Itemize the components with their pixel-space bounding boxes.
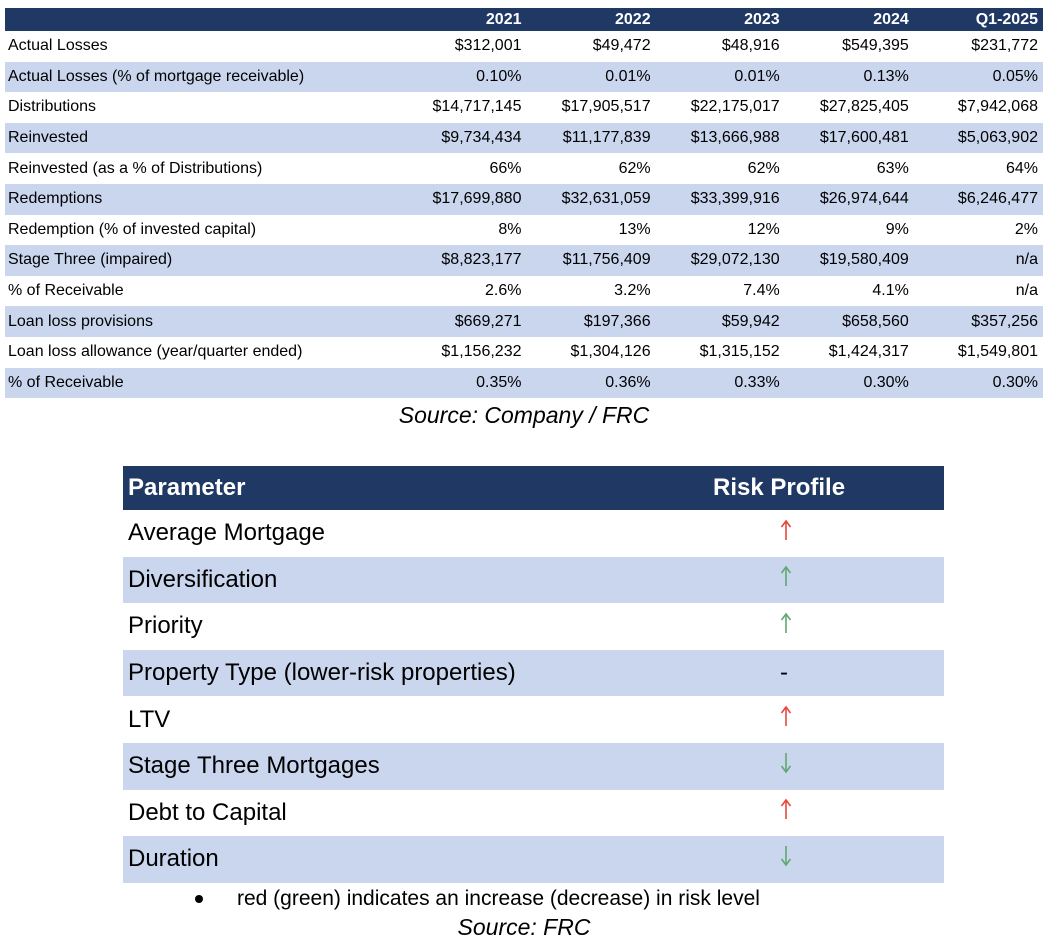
cell-value: $1,156,232 (441, 343, 522, 361)
risk-table (123, 466, 944, 883)
cell-value: 0.13% (785, 62, 914, 93)
cell-value: $8,823,177 (397, 245, 526, 276)
parameter-label: LTV (128, 705, 171, 733)
table-row (5, 153, 1043, 184)
header-2023: 2023 (656, 8, 785, 31)
cell-value: $48,916 (721, 37, 780, 55)
header-blank (5, 8, 397, 31)
cell-value: 0.36% (526, 368, 655, 399)
arrow-down-green-icon (780, 844, 792, 868)
cell-value: 4.1% (872, 282, 909, 300)
cell-value: $19,580,409 (785, 245, 914, 276)
cell-value: 63% (876, 159, 909, 177)
risk-indicator-cell (623, 696, 944, 743)
risk-indicator-cell (623, 510, 944, 557)
cell-value: $32,631,059 (526, 184, 655, 215)
bullet-icon (195, 895, 203, 903)
cell-value: $26,974,644 (785, 184, 914, 215)
risk-row (123, 603, 944, 650)
table-row (5, 31, 1043, 62)
header-q1-2025: Q1-2025 (914, 8, 1043, 31)
risk-indicator-cell (623, 743, 944, 790)
cell-value: $357,256 (914, 306, 1043, 337)
cell-value: 12% (747, 220, 780, 238)
cell-value: $658,560 (785, 306, 914, 337)
header-2021: 2021 (397, 8, 526, 31)
cell-value: $197,366 (526, 306, 655, 337)
row-label: % of Receivable (8, 282, 124, 300)
row-label: Loan loss provisions (5, 306, 397, 337)
table-row (5, 306, 1043, 337)
row-label: Actual Losses (% of mortgage receivable) (5, 62, 397, 93)
row-label: Distributions (8, 98, 97, 116)
cell-value: $1,549,801 (957, 343, 1038, 361)
cell-value: 8% (498, 220, 522, 238)
header-2024: 2024 (785, 8, 914, 31)
cell-value: 62% (618, 159, 651, 177)
cell-value: 0.33% (656, 368, 785, 399)
cell-value: $6,246,477 (914, 184, 1043, 215)
row-label: Loan loss allowance (year/quarter ended) (8, 343, 303, 361)
arrow-up-red-icon (780, 797, 792, 821)
dash-indicator: - (780, 659, 788, 687)
risk-legend-note (195, 887, 760, 911)
cell-value: n/a (1015, 282, 1038, 300)
risk-row (123, 790, 944, 837)
cell-value: 0.35% (397, 368, 526, 399)
cell-value: 66% (489, 159, 522, 177)
cell-value: 9% (885, 220, 909, 238)
cell-value: 7.4% (743, 282, 780, 300)
header-2022: 2022 (526, 8, 655, 31)
risk-indicator-cell (623, 836, 944, 883)
risk-indicator-cell (623, 557, 944, 604)
cell-value: $59,942 (656, 306, 785, 337)
table-row (5, 92, 1043, 123)
arrow-up-green-icon (780, 564, 792, 588)
parameter-label: Duration (123, 836, 623, 883)
cell-value: $17,905,517 (561, 98, 651, 116)
row-label: Actual Losses (8, 37, 108, 55)
parameter-label: Diversification (123, 557, 623, 604)
cell-value: $13,666,988 (656, 123, 785, 154)
cell-value: $1,315,152 (699, 343, 780, 361)
cell-value: $17,600,481 (785, 123, 914, 154)
risk-row (123, 557, 944, 604)
cell-value: $49,472 (592, 37, 651, 55)
row-label: Redemption (% of invested capital) (8, 220, 257, 238)
financials-header-row (5, 8, 1043, 31)
cell-value: $9,734,434 (397, 123, 526, 154)
financials-source: Source: Company / FRC (398, 402, 650, 428)
cell-value: $1,304,126 (570, 343, 651, 361)
arrow-up-red-icon (780, 704, 792, 728)
parameter-label: Priority (128, 612, 203, 640)
row-label: Reinvested (5, 123, 397, 154)
row-label: % of Receivable (5, 368, 397, 399)
cell-value: $27,825,405 (819, 98, 909, 116)
financials-table (5, 8, 1043, 398)
table-row (5, 62, 1043, 93)
row-label: Redemptions (5, 184, 397, 215)
cell-value: n/a (914, 245, 1043, 276)
cell-value: 0.01% (656, 62, 785, 93)
header-risk-profile: Risk Profile (623, 466, 944, 510)
risk-source: Source: FRC (457, 914, 591, 940)
risk-header-row (123, 466, 944, 510)
risk-row (123, 696, 944, 743)
arrow-up-red-icon (780, 518, 792, 542)
table-row (5, 184, 1043, 215)
cell-value: $17,699,880 (397, 184, 526, 215)
parameter-label: Debt to Capital (128, 798, 287, 826)
risk-indicator-cell (623, 650, 944, 697)
risk-row (123, 510, 944, 557)
cell-value: $22,175,017 (690, 98, 780, 116)
cell-value: $5,063,902 (914, 123, 1043, 154)
cell-value: 2.6% (485, 282, 522, 300)
arrow-down-green-icon (780, 751, 792, 775)
table-row (5, 337, 1043, 368)
cell-value: $312,001 (454, 37, 522, 55)
row-label: Reinvested (as a % of Distributions) (8, 159, 263, 177)
cell-value: 2% (1014, 220, 1038, 238)
table-row (5, 215, 1043, 246)
cell-value: $549,395 (842, 37, 909, 55)
table-row (5, 368, 1043, 399)
cell-value: 0.10% (397, 62, 526, 93)
cell-value: $14,717,145 (432, 98, 522, 116)
header-parameter: Parameter (123, 466, 623, 510)
cell-value: $33,399,916 (656, 184, 785, 215)
cell-value: 64% (1005, 159, 1038, 177)
cell-value: 3.2% (614, 282, 651, 300)
risk-row (123, 836, 944, 883)
parameter-label: Stage Three Mortgages (123, 743, 623, 790)
cell-value: $231,772 (971, 37, 1038, 55)
cell-value: $1,424,317 (828, 343, 909, 361)
risk-legend-text: red (green) indicates an increase (decrease) in risk level (237, 887, 760, 910)
cell-value: 13% (618, 220, 651, 238)
cell-value: $7,942,068 (957, 98, 1038, 116)
arrow-up-green-icon (780, 611, 792, 635)
table-row (5, 123, 1043, 154)
risk-row (123, 650, 944, 697)
table-row (5, 245, 1043, 276)
cell-value: 0.30% (785, 368, 914, 399)
cell-value: 0.01% (526, 62, 655, 93)
risk-indicator-cell (623, 790, 944, 837)
risk-indicator-cell (623, 603, 944, 650)
cell-value: 62% (747, 159, 780, 177)
risk-row (123, 743, 944, 790)
cell-value: $29,072,130 (656, 245, 785, 276)
cell-value: $11,756,409 (526, 245, 655, 276)
parameter-label: Property Type (lower-risk properties) (123, 650, 623, 697)
cell-value: $669,271 (397, 306, 526, 337)
parameter-label: Average Mortgage (128, 519, 326, 547)
cell-value: 0.05% (914, 62, 1043, 93)
cell-value: $11,177,839 (526, 123, 655, 154)
row-label: Stage Three (impaired) (5, 245, 397, 276)
table-row (5, 276, 1043, 307)
cell-value: 0.30% (914, 368, 1043, 399)
